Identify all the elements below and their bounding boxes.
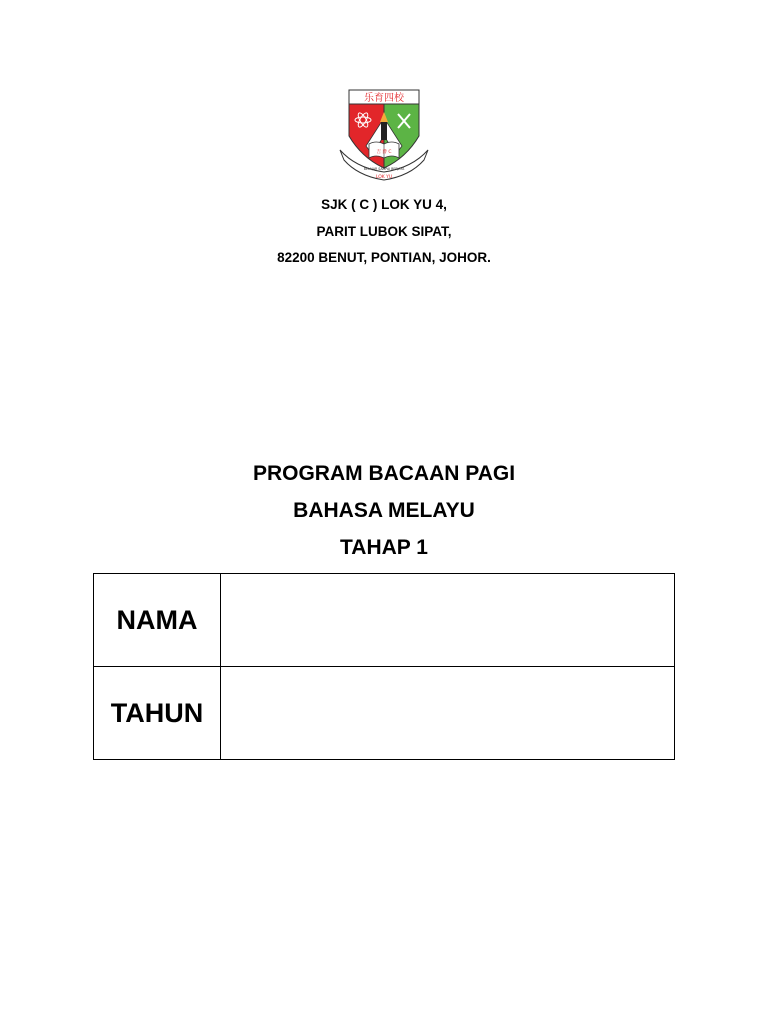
year-field[interactable] <box>221 667 675 760</box>
school-postcode-line: 82200 BENUT, PONTIAN, JOHOR. <box>277 250 491 265</box>
school-address-line: PARIT LUBOK SIPAT, <box>316 224 452 239</box>
school-name: SJK ( C ) LOK YU 4, <box>321 197 447 212</box>
banner-text: BELAJAR SAMPAI BERJAYA <box>363 167 405 171</box>
student-info-table <box>93 573 675 760</box>
program-title: PROGRAM BACAAN PAGI <box>252 462 516 485</box>
school-crest-logo <box>336 88 432 186</box>
name-field[interactable] <box>221 574 675 667</box>
crest-chinese-text: 乐育四校 <box>364 93 404 104</box>
banner-bottom-text: LOK YU <box>375 175 393 180</box>
book-text: 吉 爵 C <box>376 150 392 155</box>
year-label: TAHUN <box>94 667 221 760</box>
table-row <box>94 667 675 760</box>
table-row <box>94 574 675 667</box>
name-label: NAMA <box>94 574 221 667</box>
book-icon <box>369 142 399 158</box>
level-title: TAHAP 1 <box>340 536 428 559</box>
subject-title: BAHASA MELAYU <box>293 499 475 522</box>
